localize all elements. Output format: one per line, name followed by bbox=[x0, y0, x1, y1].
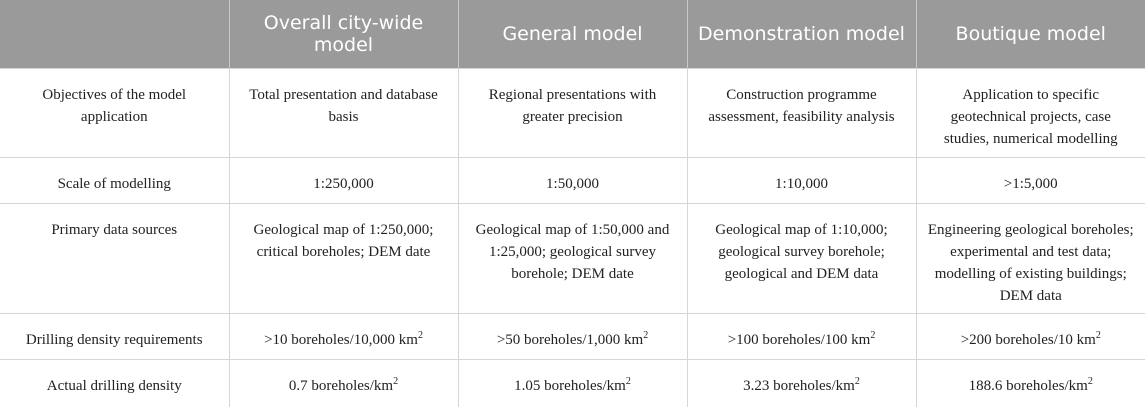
table-cell bbox=[687, 313, 916, 359]
table-row-actual-density bbox=[0, 359, 1145, 407]
table-cell: Application to specific geotechnical projects, case studies, numerical modelling bbox=[916, 68, 1145, 157]
table-cell: 1:50,000 bbox=[458, 157, 687, 203]
table-cell: Geological map of 1:250,000; critical boreholes; DEM date bbox=[229, 203, 458, 313]
table-cell bbox=[229, 313, 458, 359]
table-cell: Geological map of 1:10,000; geological survey borehole; geological and DEM data bbox=[687, 203, 916, 313]
superscript: 2 bbox=[643, 329, 649, 341]
header-cell-empty bbox=[0, 0, 229, 68]
table-row-objectives bbox=[0, 68, 1145, 157]
superscript: 2 bbox=[1087, 375, 1093, 387]
header-cell-demonstration: Demonstration model bbox=[687, 0, 916, 68]
cell-text: 0.7 boreholes/km bbox=[288, 377, 394, 394]
superscript: 2 bbox=[625, 375, 631, 387]
header-cell-boutique: Boutique model bbox=[916, 0, 1145, 68]
row-label: Actual drilling density bbox=[0, 359, 229, 407]
superscript: 2 bbox=[870, 329, 876, 341]
superscript: 2 bbox=[417, 329, 423, 341]
row-label: Drilling density requirements bbox=[0, 313, 229, 359]
table-cell: 1:10,000 bbox=[687, 157, 916, 203]
table-cell bbox=[916, 359, 1145, 407]
header-row bbox=[0, 0, 1145, 68]
table-cell bbox=[229, 359, 458, 407]
table-cell bbox=[687, 359, 916, 407]
cell-text: 3.23 boreholes/km bbox=[743, 377, 855, 394]
table-cell: >1:5,000 bbox=[916, 157, 1145, 203]
table-cell: Construction programme assessment, feasibility analysis bbox=[687, 68, 916, 157]
table-cell: 1:250,000 bbox=[229, 157, 458, 203]
cell-text: 1.05 boreholes/km bbox=[514, 377, 626, 394]
table-row-scale bbox=[0, 157, 1145, 203]
table-cell: Total presentation and database basis bbox=[229, 68, 458, 157]
cell-text: >100 boreholes/100 km bbox=[727, 331, 871, 348]
header-cell-general: General model bbox=[458, 0, 687, 68]
table-cell: Regional presentations with greater precision bbox=[458, 68, 687, 157]
row-label: Primary data sources bbox=[0, 203, 229, 313]
table-cell: Geological map of 1:50,000 and 1:25,000; geological survey borehole; DEM date bbox=[458, 203, 687, 313]
cell-text: 188.6 boreholes/km bbox=[968, 377, 1088, 394]
row-label: Scale of modelling bbox=[0, 157, 229, 203]
superscript: 2 bbox=[854, 375, 860, 387]
cell-text: >200 boreholes/10 km bbox=[960, 331, 1096, 348]
cell-text: >50 boreholes/1,000 km bbox=[496, 331, 644, 348]
superscript: 2 bbox=[1095, 329, 1101, 341]
table-cell bbox=[458, 359, 687, 407]
table-row-data-sources bbox=[0, 203, 1145, 313]
cell-text: >10 boreholes/10,000 km bbox=[264, 331, 418, 348]
row-label: Objectives of the model application bbox=[0, 68, 229, 157]
superscript: 2 bbox=[393, 375, 399, 387]
table-cell bbox=[458, 313, 687, 359]
table-cell: Engineering geological boreholes; experimental and test data; modelling of existing buildings; DEM data bbox=[916, 203, 1145, 313]
table-row-density-requirements bbox=[0, 313, 1145, 359]
table-cell bbox=[916, 313, 1145, 359]
header-cell-city-wide: Overall city-wide model bbox=[229, 0, 458, 68]
